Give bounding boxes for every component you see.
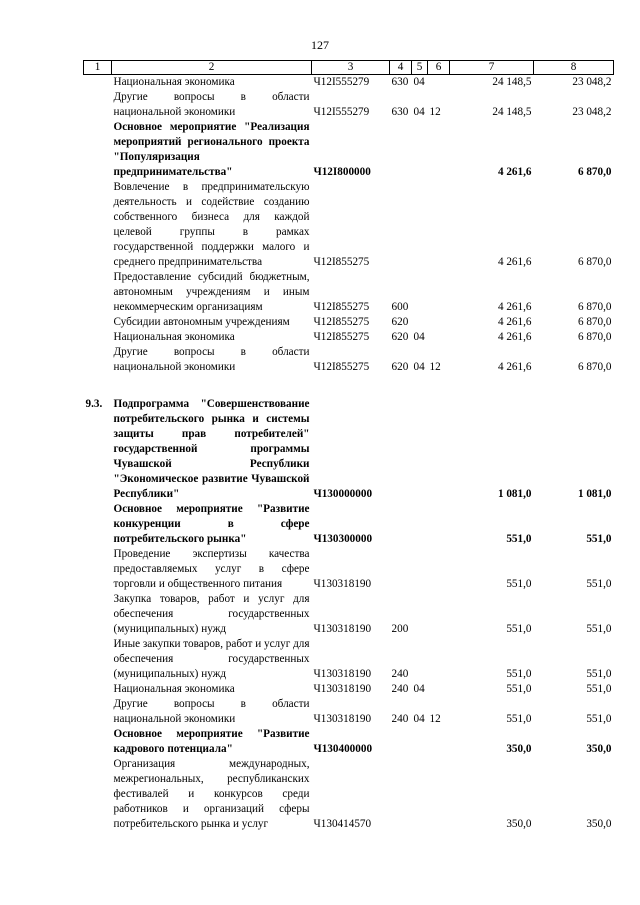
- table-row: [84, 90, 614, 120]
- table-row: [84, 727, 614, 757]
- row-target-code: Ч12I855275: [313, 256, 370, 268]
- row-subsection-code: [428, 592, 450, 637]
- row-section-code: [412, 397, 428, 502]
- row-amount-year-1: 4 261,6: [497, 301, 532, 313]
- row-amount-year-1: 551,0: [506, 623, 532, 635]
- row-subsection-code: [428, 397, 450, 502]
- row-amount-year-1: 551,0: [506, 668, 532, 680]
- table-row: [84, 270, 614, 315]
- row-description: Национальная экономика: [113, 76, 235, 88]
- row-expense-type: [390, 120, 412, 180]
- row-expense-type: [390, 397, 412, 502]
- table-row: [84, 592, 614, 637]
- row-section-code: [412, 180, 428, 270]
- row-amount-year-2: 551,0: [586, 578, 612, 590]
- row-amount-year-2: 551,0: [586, 668, 612, 680]
- row-target-code: Ч130414570: [313, 818, 372, 830]
- table-row: [84, 75, 614, 91]
- row-subsection-code: [428, 547, 450, 592]
- row-target-code: Ч130000000: [313, 488, 373, 500]
- row-subsection-code: [428, 315, 450, 330]
- row-section-code: [412, 315, 428, 330]
- row-description: Национальная экономика: [113, 331, 235, 343]
- row-amount-year-1: 551,0: [506, 578, 532, 590]
- table-row: [84, 180, 614, 270]
- row-amount-year-1: 551,0: [506, 683, 532, 695]
- row-subsection-code: [428, 120, 450, 180]
- column-header: 4: [390, 61, 412, 75]
- row-expense-type: 620: [391, 361, 409, 373]
- row-description: Вовлечение в предпринимательскую деятельность и содействие созданию собственного бизнеса для каждой целевой группы в рамках государственной поддержки малого и среднего предпринимательства: [113, 181, 310, 268]
- row-amount-year-2: 6 870,0: [577, 301, 612, 313]
- row-expense-type: 620: [391, 331, 409, 343]
- row-section-number: [84, 502, 112, 547]
- row-expense-type: [390, 502, 412, 547]
- row-subsection-code: [428, 330, 450, 345]
- row-amount-year-2: 6 870,0: [577, 166, 612, 178]
- row-description: Другие вопросы в области национальной экономики: [113, 346, 310, 373]
- row-section-code: [412, 637, 428, 682]
- row-amount-year-2: 23 048,2: [572, 106, 612, 118]
- row-section-number: [84, 345, 112, 375]
- row-expense-type: [390, 180, 412, 270]
- row-subsection-code: [428, 637, 450, 682]
- row-section-code: [412, 502, 428, 547]
- row-amount-year-2: 551,0: [586, 713, 612, 725]
- page-number: 127: [311, 38, 329, 52]
- row-section-code: [412, 592, 428, 637]
- row-amount-year-2: 6 870,0: [577, 256, 612, 268]
- row-amount-year-2: 6 870,0: [577, 361, 612, 373]
- row-amount-year-1: 551,0: [506, 533, 532, 545]
- row-section-code: [412, 120, 428, 180]
- row-section-number: [84, 315, 112, 330]
- column-header: 7: [450, 61, 534, 75]
- row-section-code: 04: [413, 331, 425, 343]
- row-section-number: [84, 120, 112, 180]
- row-amount-year-2: 1 081,0: [577, 488, 612, 500]
- row-subsection-code: [428, 727, 450, 757]
- row-section-code: [412, 757, 428, 832]
- row-amount-year-1: 551,0: [506, 713, 532, 725]
- row-expense-type: [390, 547, 412, 592]
- row-amount-year-2: 551,0: [586, 533, 612, 545]
- row-expense-type: 620: [391, 316, 409, 328]
- row-target-code: Ч12I855275: [313, 301, 370, 313]
- row-section-number: [84, 75, 112, 91]
- row-description: Предоставление субсидий бюджетным, автономным учреждениям и иным некоммерческим организациям: [113, 271, 310, 313]
- row-description: Иные закупки товаров, работ и услуг для обеспечения государственных (муниципальных) нужд: [113, 638, 310, 680]
- row-section-code: [412, 547, 428, 592]
- row-target-code: Ч130318190: [313, 623, 372, 635]
- row-amount-year-1: 24 148,5: [492, 76, 532, 88]
- row-target-code: Ч130318190: [313, 668, 372, 680]
- row-subsection-code: [428, 270, 450, 315]
- row-section-number: [84, 180, 112, 270]
- column-header: 2: [112, 61, 312, 75]
- row-amount-year-2: 350,0: [586, 818, 612, 830]
- table-row: [84, 397, 614, 502]
- budget-table: [83, 60, 614, 832]
- row-subsection-code: [428, 502, 450, 547]
- column-header: 3: [312, 61, 390, 75]
- table-row: [84, 120, 614, 180]
- spacer-cell: [84, 375, 614, 397]
- row-amount-year-2: 6 870,0: [577, 316, 612, 328]
- table-row: [84, 330, 614, 345]
- row-target-code: Ч12I555279: [313, 76, 370, 88]
- row-amount-year-1: 350,0: [506, 818, 532, 830]
- row-amount-year-1: 1 081,0: [497, 488, 532, 500]
- row-amount-year-1: 4 261,6: [497, 331, 532, 343]
- row-description: Подпрограмма "Совершенствование потребительского рынка и системы защиты прав потребителей" государственной программы Чувашской Республики "Экономическое развитие Чувашской Республики": [113, 398, 310, 500]
- row-description: Проведение экспертизы качества предоставляемых услуг в сфере торговли и общественного питания: [113, 548, 310, 590]
- row-expense-type: 630: [391, 76, 409, 88]
- row-subsection-code: [428, 180, 450, 270]
- row-section-number: [84, 592, 112, 637]
- table-row: [84, 547, 614, 592]
- row-amount-year-1: 350,0: [506, 743, 532, 755]
- row-amount-year-1: 24 148,5: [492, 106, 532, 118]
- row-section-code: 04: [413, 713, 425, 725]
- row-expense-type: 240: [391, 668, 409, 680]
- column-header: 5: [412, 61, 428, 75]
- row-expense-type: 240: [391, 683, 409, 695]
- row-subsection-code: [428, 75, 450, 91]
- row-description: Основное мероприятие "Реализация мероприятий регионального проекта "Популяризация предпринимательства": [113, 121, 310, 178]
- row-section-number: [84, 270, 112, 315]
- row-description: Другие вопросы в области национальной экономики: [113, 698, 310, 725]
- row-section-code: 04: [413, 683, 425, 695]
- row-section-number: [84, 330, 112, 345]
- row-section-number: [84, 682, 112, 697]
- column-header: 6: [428, 61, 450, 75]
- row-target-code: Ч130300000: [313, 533, 373, 545]
- row-target-code: Ч12I855275: [313, 316, 370, 328]
- row-target-code: Ч12I855275: [313, 331, 370, 343]
- column-header: 8: [534, 61, 614, 75]
- row-expense-type: 240: [391, 713, 409, 725]
- row-target-code: Ч12I855275: [313, 361, 370, 373]
- row-expense-type: [390, 757, 412, 832]
- row-subsection-code: 12: [429, 713, 441, 725]
- row-amount-year-2: 6 870,0: [577, 331, 612, 343]
- row-amount-year-2: 350,0: [586, 743, 612, 755]
- row-amount-year-2: 551,0: [586, 683, 612, 695]
- table-row: [84, 682, 614, 697]
- column-header: 1: [84, 61, 112, 75]
- row-section-number: [84, 697, 112, 727]
- row-amount-year-1: 4 261,6: [497, 256, 532, 268]
- row-description: Закупка товаров, работ и услуг для обеспечения государственных (муниципальных) нужд: [113, 593, 310, 635]
- row-description: Основное мероприятие "Развитие конкуренции в сфере потребительского рынка": [113, 503, 310, 545]
- row-subsection-code: [428, 757, 450, 832]
- row-target-code: Ч130318190: [313, 683, 372, 695]
- spacer-row: [84, 375, 614, 397]
- table-row: [84, 637, 614, 682]
- row-target-code: Ч130318190: [313, 713, 372, 725]
- row-target-code: Ч130400000: [313, 743, 373, 755]
- row-amount-year-2: 23 048,2: [572, 76, 612, 88]
- row-section-code: 04: [413, 361, 425, 373]
- row-expense-type: 200: [391, 623, 409, 635]
- row-section-number: [84, 90, 112, 120]
- row-section-code: [412, 727, 428, 757]
- row-subsection-code: 12: [429, 106, 441, 118]
- row-amount-year-1: 4 261,6: [497, 361, 532, 373]
- row-description: Национальная экономика: [113, 683, 235, 695]
- row-target-code: Ч130318190: [313, 578, 372, 590]
- row-section-code: 04: [413, 106, 425, 118]
- table-row: [84, 315, 614, 330]
- row-expense-type: 600: [391, 301, 409, 313]
- row-section-code: [412, 270, 428, 315]
- row-description: Организация международных, межрегиональных, республиканских фестивалей и конкурсов среди работников и организаций сферы потребительского рынка и услуг: [113, 758, 310, 830]
- row-section-code: 04: [413, 76, 425, 88]
- column-number-row: [84, 61, 614, 75]
- row-description: Основное мероприятие "Развитие кадрового потенциала": [113, 728, 310, 755]
- row-expense-type: 630: [391, 106, 409, 118]
- table-row: [84, 697, 614, 727]
- row-section-number: [84, 637, 112, 682]
- row-description: Другие вопросы в области национальной экономики: [113, 91, 310, 118]
- row-description: Субсидии автономным учреждениям: [113, 316, 290, 328]
- row-section-number: [84, 727, 112, 757]
- table-row: [84, 757, 614, 832]
- table-row: [84, 345, 614, 375]
- row-section-number: 9.3.: [85, 398, 103, 410]
- table-row: [84, 502, 614, 547]
- row-subsection-code: [428, 682, 450, 697]
- row-section-number: [84, 757, 112, 832]
- row-subsection-code: 12: [429, 361, 441, 373]
- row-section-number: [84, 547, 112, 592]
- row-target-code: Ч12I800000: [313, 166, 371, 178]
- row-expense-type: [390, 727, 412, 757]
- row-amount-year-2: 551,0: [586, 623, 612, 635]
- row-amount-year-1: 4 261,6: [497, 316, 532, 328]
- row-target-code: Ч12I555279: [313, 106, 370, 118]
- row-amount-year-1: 4 261,6: [497, 166, 532, 178]
